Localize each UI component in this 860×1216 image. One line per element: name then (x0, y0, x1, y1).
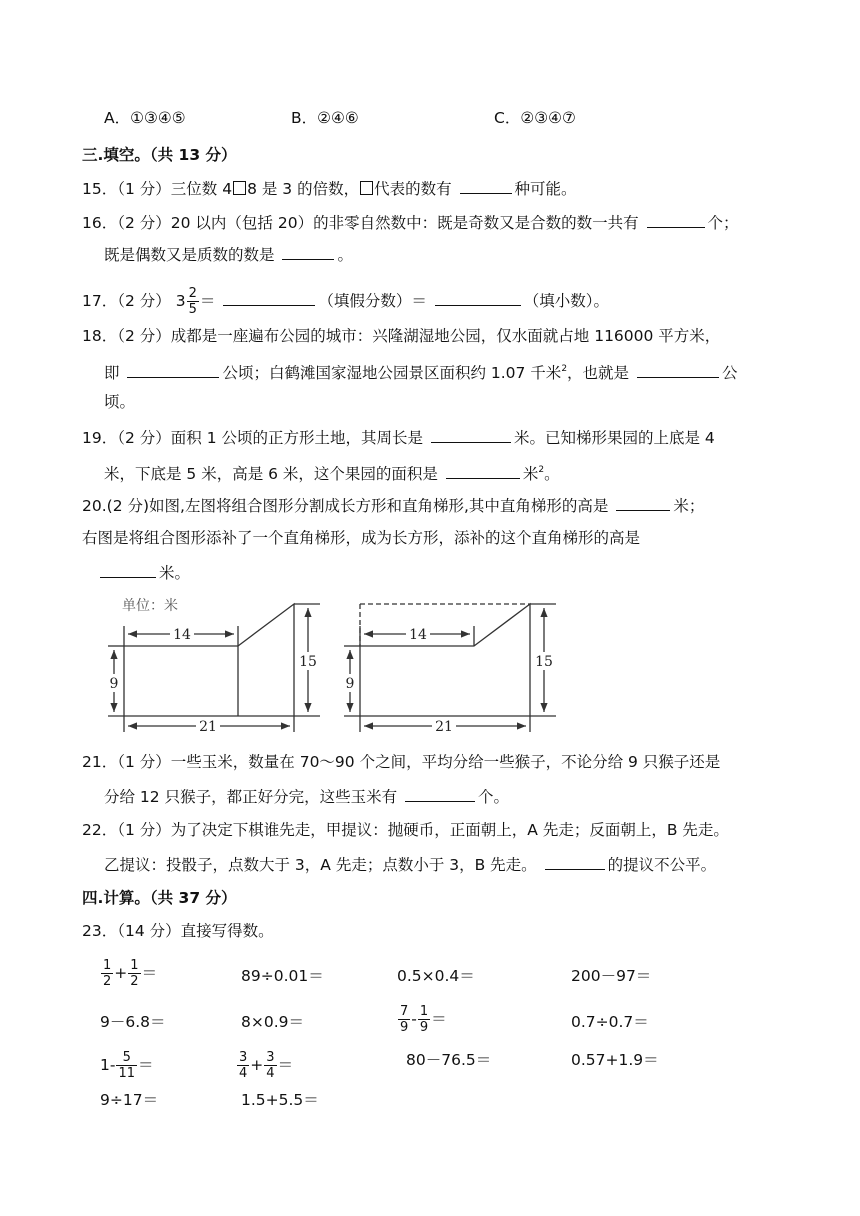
calc-r2-b: 8×0.9＝ (241, 1013, 304, 1031)
question-21-line-2 (104, 786, 509, 807)
q15-text-2: 8 是 3 的倍数， (247, 180, 360, 198)
q17-whole: 3 (175, 292, 186, 310)
calc-r3-b: $\frac{3}{4}$ + $\frac{3}{4}$ ＝ (239, 1050, 294, 1081)
q16-text-2: 个； (707, 214, 739, 232)
q18-superscript: 2 (561, 364, 568, 374)
q19-score: （2 分） (117, 429, 171, 447)
question-21 (82, 752, 720, 772)
calc-r1-d: 200－97＝ (571, 967, 652, 985)
q18-text-3: 公顷；白鹤滩国家湿地公园景区面积约 1.07 千米 (222, 364, 562, 382)
q20-text-2: 米； (673, 497, 705, 515)
right-bottom-length: 21 (435, 719, 453, 735)
question-18 (82, 326, 720, 346)
q22-number: 22． (82, 821, 118, 839)
q20-text-4: 米。 (159, 564, 191, 582)
figure-unit-label: 单位：米 (122, 598, 178, 614)
composite-figure (100, 590, 560, 740)
left-left-length: 9 (109, 676, 119, 692)
q20-score: (2 分) (106, 497, 150, 515)
calc-r3-a: 1- $\frac{5}{11}$ ＝ (100, 1050, 154, 1081)
question-19-line-2 (104, 460, 560, 484)
calc-r1-b: 89÷0.01＝ (241, 967, 324, 985)
q20-number: 20. (82, 497, 107, 515)
q19-answer-blank-1[interactable] (431, 427, 511, 443)
section-4-title: 四.计算。（共 37 分） (82, 889, 237, 907)
q17-text-1: ＝ (199, 292, 221, 310)
question-20 (82, 495, 704, 516)
q17-text-2: （填假分数）＝ (318, 292, 432, 310)
calc-r4-a: 9÷17＝ (100, 1091, 159, 1109)
calc-r2-c: $\frac{7}{9}$ - $\frac{1}{9}$ ＝ (400, 1004, 447, 1035)
question-19 (82, 427, 715, 448)
q17-answer-blank-2[interactable] (435, 290, 521, 306)
question-18-line-2 (104, 359, 738, 383)
q15-text-3: 代表的数有 (374, 180, 457, 198)
question-16-line-2 (104, 244, 353, 265)
question-20-line-3 (100, 562, 190, 583)
calc-r1-a: $\frac{1}{2}$ + $\frac{1}{2}$ ＝ (103, 958, 158, 989)
q20-answer-blank-1[interactable] (616, 495, 670, 511)
calc-r2-a: 9－6.8＝ (100, 1013, 166, 1031)
q19-text-4: 米 (522, 465, 539, 483)
q23-text-1: 直接写得数。 (180, 922, 274, 940)
option-a: A．①③④⑤ (104, 109, 186, 127)
q22-text-3: 的提议不公平。 (607, 856, 717, 874)
q18-text-2: 即 (104, 364, 125, 382)
q17-fraction (187, 286, 199, 317)
fraction: $\frac{1}{2}$ (103, 958, 112, 989)
fraction: $\frac{3}{4}$ (266, 1050, 275, 1081)
q21-text-1: 一些玉米，数量在 70～90 个之间，平均分给一些猴子，不论分给 9 只猴子还是 (170, 753, 721, 771)
q15-text-4: 种可能。 (514, 180, 577, 198)
question-16 (82, 212, 739, 233)
calc-r2-d: 0.7÷0.7＝ (571, 1013, 649, 1031)
question-17 (82, 286, 609, 317)
q17-denominator: 5 (188, 302, 197, 317)
q23-score: （14 分） (117, 922, 181, 940)
option-c: C．②③④⑦ (494, 109, 576, 127)
calc-r3-c: 80－76.5＝ (406, 1051, 492, 1069)
q16-text-1: 20 以内（包括 20）的非零自然数中：既是奇数又是合数的数一共有 (170, 214, 644, 232)
q22-text-2: 乙提议：投骰子，点数大于 3，A 先走；点数小于 3，B 先走。 (104, 856, 542, 874)
q17-mixed-number (175, 286, 200, 317)
q18-answer-blank-1[interactable] (127, 362, 219, 378)
fraction: $\frac{5}{11}$ (118, 1050, 136, 1081)
q19-text-1: 面积 1 公顷的正方形土地，其周长是 (170, 429, 428, 447)
calc-r4-b: 1.5+5.5＝ (241, 1091, 319, 1109)
q22-answer-blank[interactable] (545, 854, 605, 870)
question-22-line-2 (104, 854, 716, 875)
q19-text-3: 米，下底是 5 米，高是 6 米，这个果园的面积是 (104, 465, 443, 483)
right-right-length: 15 (535, 654, 553, 670)
right-left-length: 9 (345, 676, 355, 692)
q18-text-1: 成都是一座遍布公园的城市：兴隆湖湿地公园，仅水面就占地 116000 平方米， (170, 327, 721, 345)
question-15 (82, 178, 577, 199)
q21-text-3: 个。 (478, 788, 510, 806)
question-18-line-3: 顷。 (104, 393, 136, 411)
q17-answer-blank-1[interactable] (223, 290, 315, 306)
section-3-title: 三.填空。（共 13 分） (82, 146, 237, 164)
right-figure (344, 604, 556, 732)
fraction: $\frac{3}{4}$ (239, 1050, 248, 1081)
q16-answer-blank-1[interactable] (647, 212, 705, 228)
q21-answer-blank[interactable] (405, 786, 475, 802)
q18-text-4: ，也就是 (567, 364, 634, 382)
q21-score: （1 分） (117, 753, 171, 771)
fraction: $\frac{1}{2}$ (130, 958, 139, 989)
left-bottom-length: 21 (199, 719, 217, 735)
q16-answer-blank-2[interactable] (282, 244, 334, 260)
q17-number: 17． (82, 292, 118, 310)
left-right-length: 15 (299, 654, 317, 670)
right-top-length: 14 (409, 627, 427, 643)
q17-numerator: 2 (188, 286, 197, 301)
q21-number: 21． (82, 753, 118, 771)
calc-r1-c: 0.5×0.4＝ (397, 967, 475, 985)
left-top-length: 14 (173, 627, 191, 643)
q15-answer-blank[interactable] (460, 178, 512, 194)
q19-number: 19． (82, 429, 118, 447)
q19-text-2: 米。已知梯形果园的上底是 4 (513, 429, 715, 447)
square-box-icon (360, 181, 373, 195)
q20-text-1: 如图,左图将组合图形分割成长方形和直角梯形,其中直角梯形的高是 (149, 497, 614, 515)
option-b: B．②④⑥ (291, 109, 359, 127)
fraction: $\frac{1}{9}$ (419, 1004, 429, 1035)
question-22 (82, 820, 729, 840)
q19-answer-blank-2[interactable] (446, 463, 520, 479)
question-23 (82, 921, 274, 941)
q22-text-1: 为了决定下棋谁先走，甲提议：抛硬币，正面朝上，A 先走；反面朝上，B 先走。 (170, 821, 729, 839)
q22-score: （1 分） (117, 821, 171, 839)
q23-number: 23． (82, 922, 118, 940)
fraction: $\frac{7}{9}$ (400, 1004, 409, 1035)
q18-text-5: 公 (721, 364, 738, 382)
calc-r3-d: 0.57+1.9＝ (571, 1051, 659, 1069)
q21-text-2: 分给 12 只猴子，都正好分完，这些玉米有 (104, 788, 403, 806)
q15-text-1: 三位数 4 (170, 180, 233, 198)
left-figure (108, 604, 320, 732)
question-20-line-2: 右图是将组合图形添补了一个直角梯形，成为长方形，添补的这个直角梯形的高是 (82, 529, 641, 547)
q16-number: 16． (82, 214, 118, 232)
q17-text-3: （填小数）。 (523, 292, 610, 310)
q15-number: 15． (82, 180, 118, 198)
q18-score: （2 分） (117, 327, 171, 345)
q16-text-4: 。 (337, 246, 353, 264)
q19-text-5: 。 (544, 465, 560, 483)
q20-answer-blank-2[interactable] (100, 562, 156, 578)
square-box-icon (233, 181, 246, 195)
q18-answer-blank-2[interactable] (637, 362, 719, 378)
q17-score: （2 分） (117, 292, 171, 310)
q16-text-3: 既是偶数又是质数的数是 (104, 246, 280, 264)
q18-number: 18． (82, 327, 118, 345)
q15-score: （1 分） (117, 180, 171, 198)
q16-score: （2 分） (117, 214, 171, 232)
q19-superscript: 2 (538, 465, 545, 475)
